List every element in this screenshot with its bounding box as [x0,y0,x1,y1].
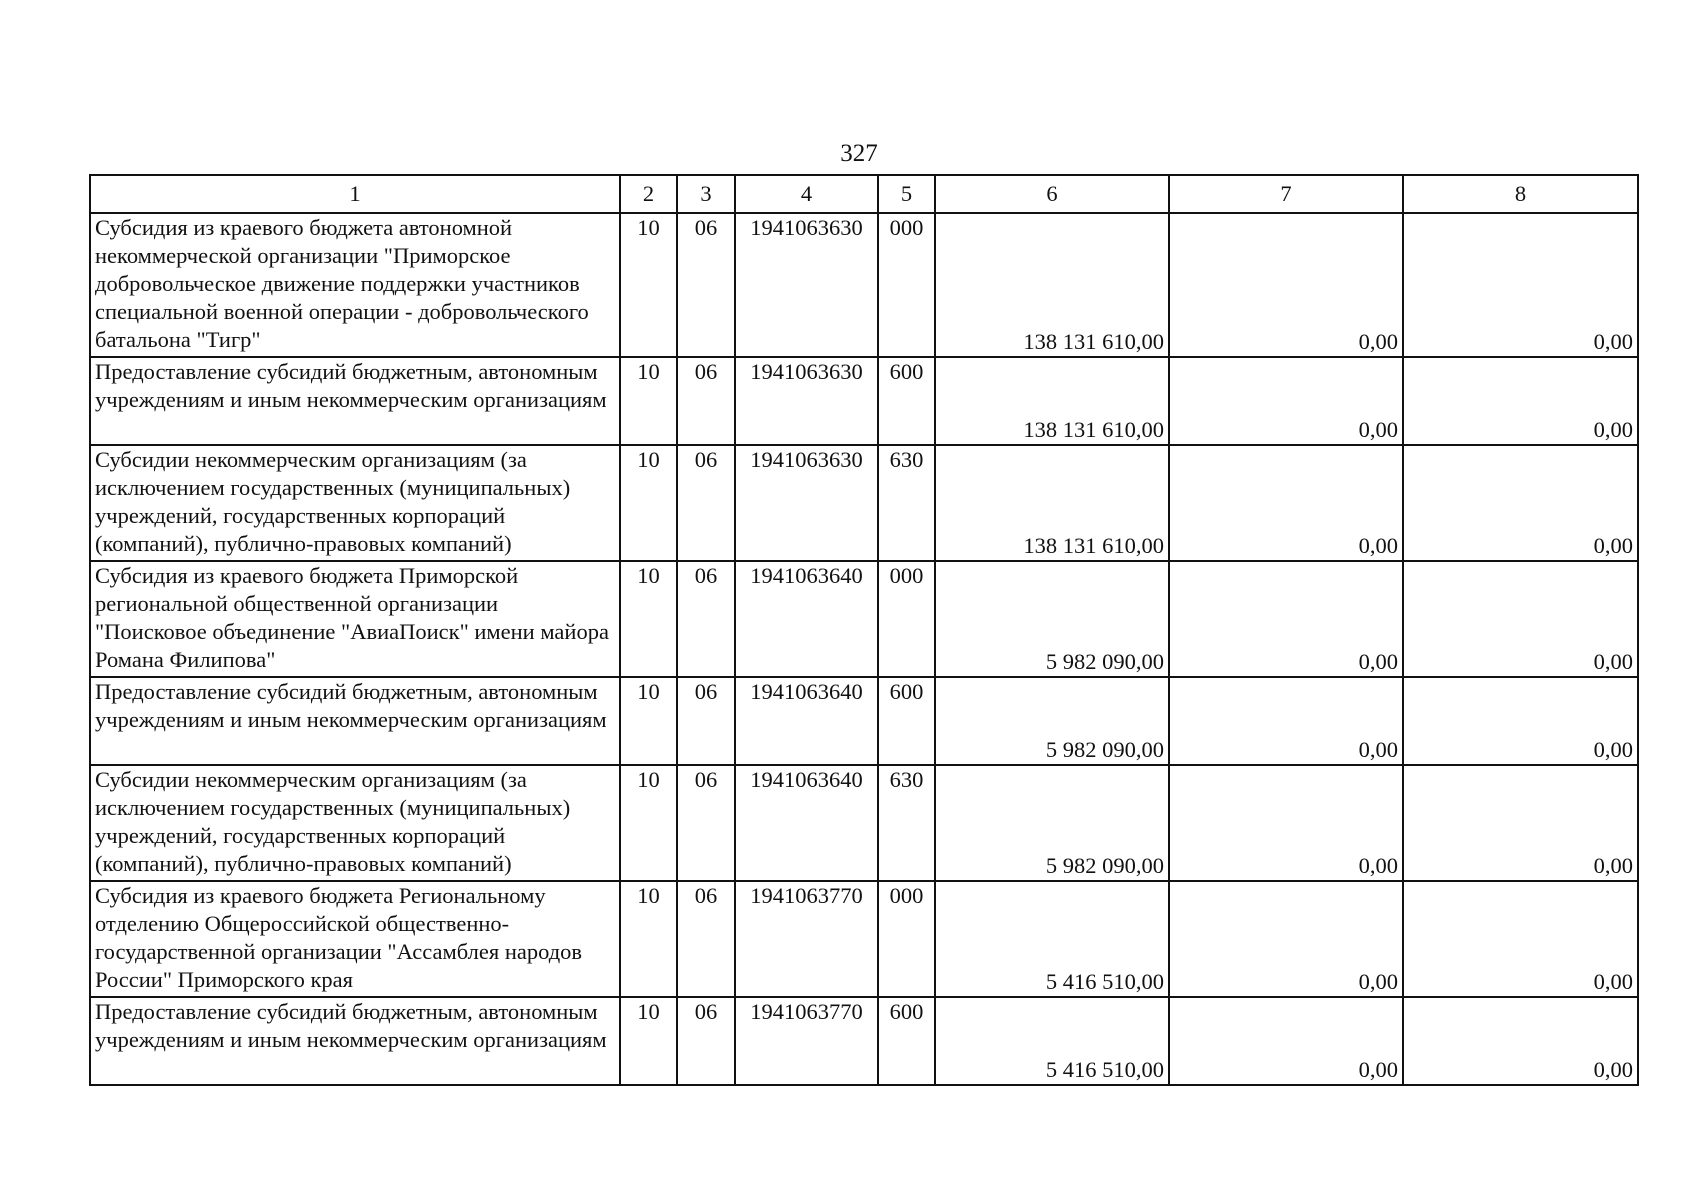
expense-code: 630 [878,765,935,881]
table-row [90,213,1638,357]
table-row [90,561,1638,677]
column-header-6: 6 [935,175,1169,213]
target-code: 1941063630 [735,213,878,357]
target-code: 1941063770 [735,881,878,997]
subsection-code: 06 [677,213,735,357]
section-code: 10 [620,765,677,881]
expense-code: 600 [878,677,935,765]
item-name: Предоставление субсидий бюджетным, автономным учреждениям и иным некоммерческим организациям [90,677,620,765]
budget-table [89,174,1639,1086]
amount-col-8: 0,00 [1403,765,1638,881]
section-code: 10 [620,677,677,765]
subsection-code: 06 [677,881,735,997]
amount-col-6: 138 131 610,00 [935,213,1169,357]
table-row [90,997,1638,1085]
amount-col-6: 5 416 510,00 [935,881,1169,997]
column-header-2: 2 [620,175,677,213]
item-name: Субсидии некоммерческим организациям (за исключением государственных (муниципальных) учреждений, государственных корпораций (компаний), публично-правовых компаний) [90,445,620,561]
section-code: 10 [620,881,677,997]
amount-col-6: 5 982 090,00 [935,561,1169,677]
amount-col-8: 0,00 [1403,561,1638,677]
section-code: 10 [620,997,677,1085]
column-header-5: 5 [878,175,935,213]
subsection-code: 06 [677,561,735,677]
amount-col-8: 0,00 [1403,881,1638,997]
page-number: 327 [840,140,878,167]
item-name: Предоставление субсидий бюджетным, автономным учреждениям и иным некоммерческим организациям [90,357,620,445]
section-code: 10 [620,561,677,677]
amount-col-7: 0,00 [1169,445,1403,561]
column-header-3: 3 [677,175,735,213]
amount-col-7: 0,00 [1169,213,1403,357]
amount-col-7: 0,00 [1169,677,1403,765]
target-code: 1941063640 [735,561,878,677]
section-code: 10 [620,357,677,445]
item-name: Субсидия из краевого бюджета автономной некоммерческой организации "Приморское добровольческое движение поддержки участников специальной военной операции - добровольческого батальона "Тигр" [90,213,620,357]
subsection-code: 06 [677,445,735,561]
table-row [90,677,1638,765]
expense-code: 000 [878,213,935,357]
amount-col-6: 138 131 610,00 [935,445,1169,561]
column-header-4: 4 [735,175,878,213]
amount-col-7: 0,00 [1169,997,1403,1085]
target-code: 1941063630 [735,357,878,445]
column-header-7: 7 [1169,175,1403,213]
amount-col-6: 138 131 610,00 [935,357,1169,445]
expense-code: 600 [878,997,935,1085]
table-row [90,445,1638,561]
item-name: Субсидии некоммерческим организациям (за исключением государственных (муниципальных) учреждений, государственных корпораций (компаний), публично-правовых компаний) [90,765,620,881]
amount-col-7: 0,00 [1169,765,1403,881]
section-code: 10 [620,445,677,561]
target-code: 1941063630 [735,445,878,561]
amount-col-7: 0,00 [1169,881,1403,997]
target-code: 1941063640 [735,677,878,765]
subsection-code: 06 [677,997,735,1085]
section-code: 10 [620,213,677,357]
table-row [90,357,1638,445]
subsection-code: 06 [677,677,735,765]
table-row [90,765,1638,881]
column-header-8: 8 [1403,175,1638,213]
item-name: Субсидия из краевого бюджета Региональному отделению Общероссийской общественно-государственной организации "Ассамблея народов России" Приморского края [90,881,620,997]
target-code: 1941063770 [735,997,878,1085]
expense-code: 000 [878,561,935,677]
target-code: 1941063640 [735,765,878,881]
column-header-1: 1 [90,175,620,213]
amount-col-8: 0,00 [1403,445,1638,561]
item-name: Предоставление субсидий бюджетным, автономным учреждениям и иным некоммерческим организациям [90,997,620,1085]
amount-col-7: 0,00 [1169,357,1403,445]
amount-col-6: 5 982 090,00 [935,677,1169,765]
subsection-code: 06 [677,357,735,445]
amount-col-8: 0,00 [1403,997,1638,1085]
amount-col-6: 5 982 090,00 [935,765,1169,881]
expense-code: 630 [878,445,935,561]
expense-code: 600 [878,357,935,445]
amount-col-6: 5 416 510,00 [935,997,1169,1085]
amount-col-7: 0,00 [1169,561,1403,677]
amount-col-8: 0,00 [1403,213,1638,357]
item-name: Субсидия из краевого бюджета Приморской региональной общественной организации "Поисковое объединение "АвиаПоиск" имени майора Романа Филипова" [90,561,620,677]
subsection-code: 06 [677,765,735,881]
amount-col-8: 0,00 [1403,677,1638,765]
expense-code: 000 [878,881,935,997]
table-row [90,881,1638,997]
header-row [90,175,1638,213]
amount-col-8: 0,00 [1403,357,1638,445]
